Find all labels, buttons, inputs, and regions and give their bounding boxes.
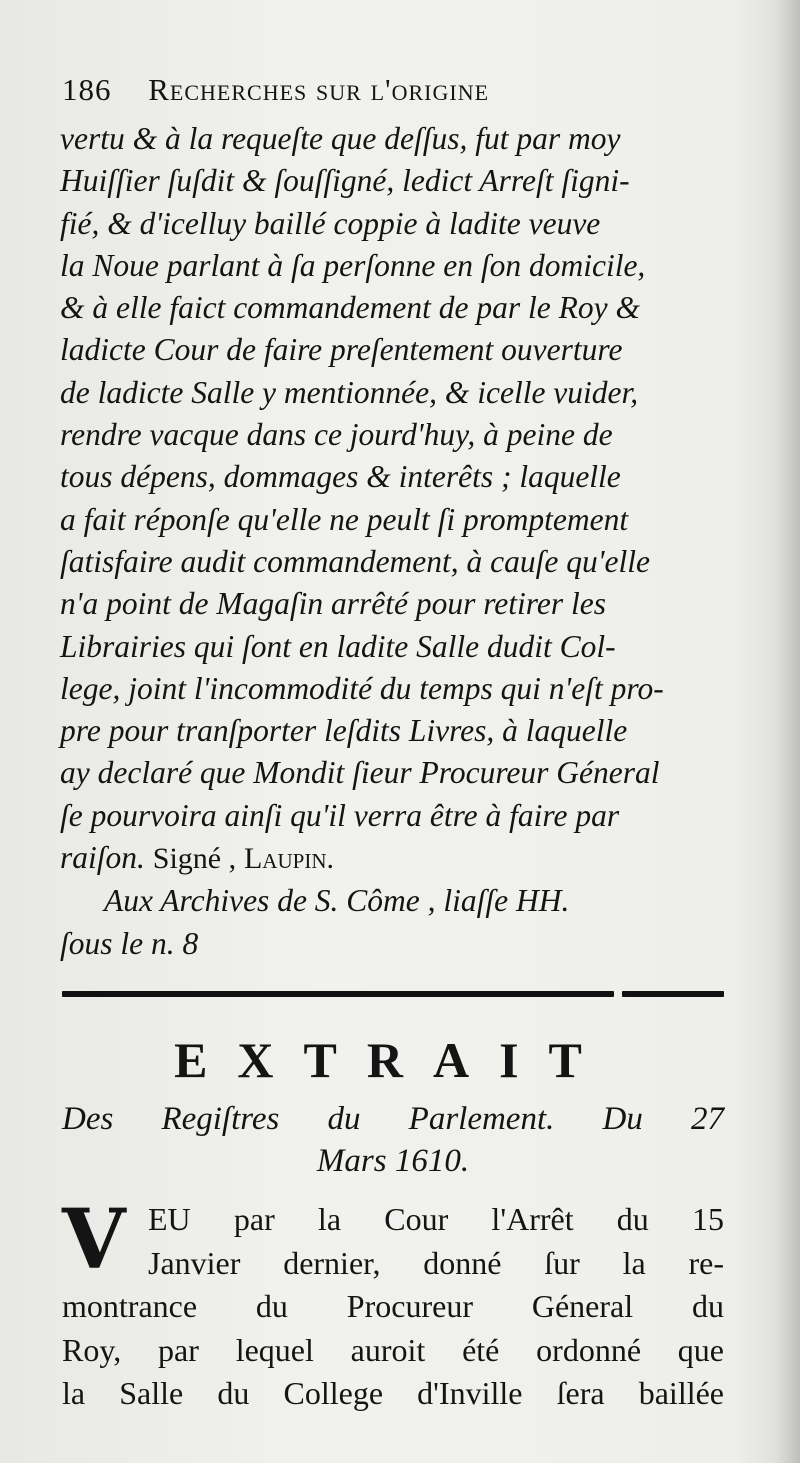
- subtitle-line: Des Regiſtres du Parlement. Du 27: [62, 1101, 724, 1137]
- signature-prefix: raiſon.: [60, 840, 145, 876]
- divider-segment: [62, 991, 614, 997]
- text-line: la Noue parlant à ſa perſonne en ſon domicile,: [60, 247, 646, 283]
- text-line: lege, joint l'incommodité du temps qui n'eſt pro-: [60, 670, 664, 706]
- text-line: Huiſſier ſuſdit & ſouſſigné, ledict Arreſt ſigni-: [60, 163, 630, 199]
- text-line: vertu & à la requeſte que deſſus, fut par moy: [60, 121, 621, 156]
- archive-reference-number: ſous le n. 8: [60, 925, 199, 961]
- page-number: 186: [62, 72, 112, 107]
- section-divider-rule: [62, 988, 724, 1000]
- text-line: & à elle faict commandement de par le Roy &: [60, 290, 640, 326]
- decree-text: [62, 1192, 724, 1416]
- text-line: ſe pourvoira ainſi qu'il verra être à faire par: [60, 797, 620, 833]
- signature-name: Laupin.: [243, 842, 334, 876]
- archive-reference: Aux Archives de S. Côme , liaſſe HH.: [104, 883, 570, 919]
- section-heading: EXTRAIT: [174, 1032, 612, 1088]
- text-line: Janvier dernier, donné ſur la re-: [148, 1244, 724, 1281]
- text-line: a fait réponſe qu'elle ne peult ſi promptement: [60, 501, 629, 537]
- text-line: de ladicte Salle y mentionnée, & icelle vuider,: [60, 374, 639, 410]
- text-line: fié, & d'icelluy baillé coppie à ladite veuve: [60, 205, 601, 241]
- text-line: tous dépens, dommages & interêts ; laquelle: [60, 459, 621, 495]
- page-spine-shadow: [776, 0, 800, 1463]
- text-line: n'a point de Magaſin arrêté pour retirer les: [60, 586, 606, 622]
- subtitle-date: Mars 1610.: [316, 1143, 470, 1179]
- signature-label: Signé ,: [152, 842, 237, 876]
- drop-cap: V: [62, 1192, 126, 1288]
- signature-line: [60, 837, 730, 880]
- text-line: pre pour tranſporter leſdits Livres, à laquelle: [60, 713, 628, 749]
- section-subtitle: [62, 1098, 724, 1182]
- text-line: ay declaré que Mondit ſieur Procureur Géneral: [60, 755, 660, 791]
- text-line: EU par la Cour l'Arrêt du 15: [148, 1201, 724, 1237]
- divider-segment: [622, 991, 724, 997]
- text-line: montrance du Procureur Géneral du: [62, 1288, 724, 1324]
- text-line: ladicte Cour de faire preſentement ouverture: [60, 332, 623, 368]
- text-line: Librairies qui ſont en ladite Salle dudit Col-: [60, 628, 616, 664]
- text-line: Roy, par lequel auroit été ordonné que: [62, 1331, 724, 1368]
- text-line: la Salle du College d'Inville ſera baillée: [62, 1375, 724, 1411]
- text-line: ſatisfaire audit commandement, à cauſe qu'elle: [60, 543, 650, 579]
- running-title: Recherches sur l'origine: [148, 72, 490, 107]
- running-header: [62, 70, 742, 110]
- text-line: rendre vacque dans ce jourd'huy, à peine de: [60, 417, 613, 453]
- continued-text: [60, 118, 730, 965]
